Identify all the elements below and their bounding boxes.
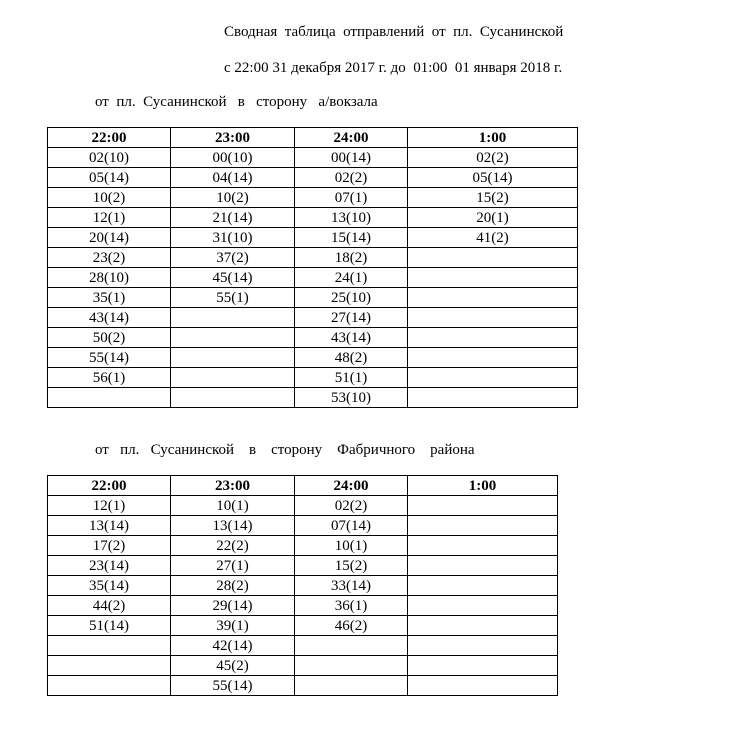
table-cell: 55(1): [171, 288, 295, 308]
table-row: [48, 556, 558, 576]
table-cell: [171, 388, 295, 408]
table-cell: 10(2): [171, 188, 295, 208]
section-heading-factory-district: от пл. Сусанинской в сторону Фабричного района: [95, 442, 475, 458]
table-row: [48, 348, 578, 368]
table-cell: 51(1): [295, 368, 408, 388]
table-cell: 17(2): [48, 536, 171, 556]
table-row: [48, 636, 558, 656]
table-cell: [408, 496, 558, 516]
table-cell: [171, 368, 295, 388]
table-cell: 56(1): [48, 368, 171, 388]
table-cell: [295, 636, 408, 656]
table-row: [48, 616, 558, 636]
table-cell: 24(1): [295, 268, 408, 288]
table-cell: [408, 388, 578, 408]
table-cell: 23(14): [48, 556, 171, 576]
table-cell: 33(14): [295, 576, 408, 596]
table-cell: 55(14): [171, 676, 295, 696]
column-header: 23:00: [171, 476, 295, 496]
table-cell: 39(1): [171, 616, 295, 636]
table-row: [48, 208, 578, 228]
table-cell: [408, 596, 558, 616]
schedule-table-station: [47, 127, 578, 408]
table-row: [48, 228, 578, 248]
table-cell: [408, 268, 578, 288]
table-cell: 18(2): [295, 248, 408, 268]
table-cell: 35(14): [48, 576, 171, 596]
table-cell: 00(14): [295, 148, 408, 168]
column-header: 24:00: [295, 476, 408, 496]
table-cell: [171, 308, 295, 328]
document-subtitle: с 22:00 31 декабря 2017 г. до 01:00 01 января 2018 г.: [224, 60, 563, 76]
table-row: [48, 148, 578, 168]
table-cell: 41(2): [408, 228, 578, 248]
table-cell: 13(14): [171, 516, 295, 536]
table-cell: 27(1): [171, 556, 295, 576]
table-cell: [408, 556, 558, 576]
table-cell: [408, 656, 558, 676]
table-cell: 15(2): [408, 188, 578, 208]
table-cell: 42(14): [171, 636, 295, 656]
table-cell: 25(10): [295, 288, 408, 308]
table-cell: 22(2): [171, 536, 295, 556]
table-cell: 45(14): [171, 268, 295, 288]
column-header: 23:00: [171, 128, 295, 148]
table-cell: [408, 536, 558, 556]
table-row: [48, 168, 578, 188]
table-cell: 55(14): [48, 348, 171, 368]
table-row: [48, 516, 558, 536]
table-cell: 07(1): [295, 188, 408, 208]
table-cell: [48, 388, 171, 408]
table-cell: 02(2): [295, 496, 408, 516]
table-cell: [408, 576, 558, 596]
table-cell: [295, 656, 408, 676]
table-cell: 15(14): [295, 228, 408, 248]
table-cell: [48, 636, 171, 656]
header-row: [48, 476, 558, 496]
table-row: [48, 576, 558, 596]
table-cell: 13(10): [295, 208, 408, 228]
table-cell: 10(2): [48, 188, 171, 208]
table-cell: [408, 516, 558, 536]
table-row: [48, 188, 578, 208]
schedule-table-factory-district: [47, 475, 558, 696]
table-cell: 20(1): [408, 208, 578, 228]
table-cell: [48, 656, 171, 676]
table-cell: 21(14): [171, 208, 295, 228]
table-cell: 10(1): [295, 536, 408, 556]
table-cell: 28(2): [171, 576, 295, 596]
table-cell: 05(14): [408, 168, 578, 188]
table-cell: 00(10): [171, 148, 295, 168]
table-row: [48, 248, 578, 268]
table-cell: 31(10): [171, 228, 295, 248]
table-cell: 29(14): [171, 596, 295, 616]
table-cell: [171, 348, 295, 368]
table-cell: 04(14): [171, 168, 295, 188]
table-cell: 44(2): [48, 596, 171, 616]
table-cell: [408, 368, 578, 388]
table-row: [48, 328, 578, 348]
table-cell: 53(10): [295, 388, 408, 408]
table-row: [48, 368, 578, 388]
table-cell: 13(14): [48, 516, 171, 536]
table-cell: 43(14): [48, 308, 171, 328]
table-cell: 12(1): [48, 496, 171, 516]
table-cell: 43(14): [295, 328, 408, 348]
table-row: [48, 676, 558, 696]
table-row: [48, 536, 558, 556]
table-cell: 02(2): [408, 148, 578, 168]
table-cell: 05(14): [48, 168, 171, 188]
table-cell: [408, 616, 558, 636]
table-cell: 51(14): [48, 616, 171, 636]
table-row: [48, 496, 558, 516]
table-row: [48, 656, 558, 676]
table-cell: 07(14): [295, 516, 408, 536]
table-cell: [408, 676, 558, 696]
table-row: [48, 388, 578, 408]
table-cell: [408, 636, 558, 656]
table-row: [48, 268, 578, 288]
table-cell: 35(1): [48, 288, 171, 308]
table-cell: 23(2): [48, 248, 171, 268]
column-header: 1:00: [408, 128, 578, 148]
table-cell: [408, 348, 578, 368]
table-cell: 27(14): [295, 308, 408, 328]
table-cell: 15(2): [295, 556, 408, 576]
column-header: 24:00: [295, 128, 408, 148]
column-header: 1:00: [408, 476, 558, 496]
table-cell: 50(2): [48, 328, 171, 348]
table-cell: [295, 676, 408, 696]
table-cell: 46(2): [295, 616, 408, 636]
table-cell: [171, 328, 295, 348]
table-cell: 12(1): [48, 208, 171, 228]
table-cell: 37(2): [171, 248, 295, 268]
header-row: [48, 128, 578, 148]
table-cell: 36(1): [295, 596, 408, 616]
column-header: 22:00: [48, 476, 171, 496]
table-cell: [408, 308, 578, 328]
table-cell: [48, 676, 171, 696]
table-row: [48, 596, 558, 616]
table-row: [48, 288, 578, 308]
column-header: 22:00: [48, 128, 171, 148]
table-cell: 02(2): [295, 168, 408, 188]
table-cell: [408, 288, 578, 308]
table-cell: 20(14): [48, 228, 171, 248]
section-heading-station: от пл. Сусанинской в сторону а/вокзала: [95, 94, 378, 110]
table-row: [48, 308, 578, 328]
table-cell: 28(10): [48, 268, 171, 288]
table-cell: 45(2): [171, 656, 295, 676]
table-cell: 48(2): [295, 348, 408, 368]
table-cell: [408, 328, 578, 348]
table-cell: 02(10): [48, 148, 171, 168]
table-cell: [408, 248, 578, 268]
document-title: Сводная таблица отправлений от пл. Сусанинской: [224, 24, 564, 40]
table-cell: 10(1): [171, 496, 295, 516]
